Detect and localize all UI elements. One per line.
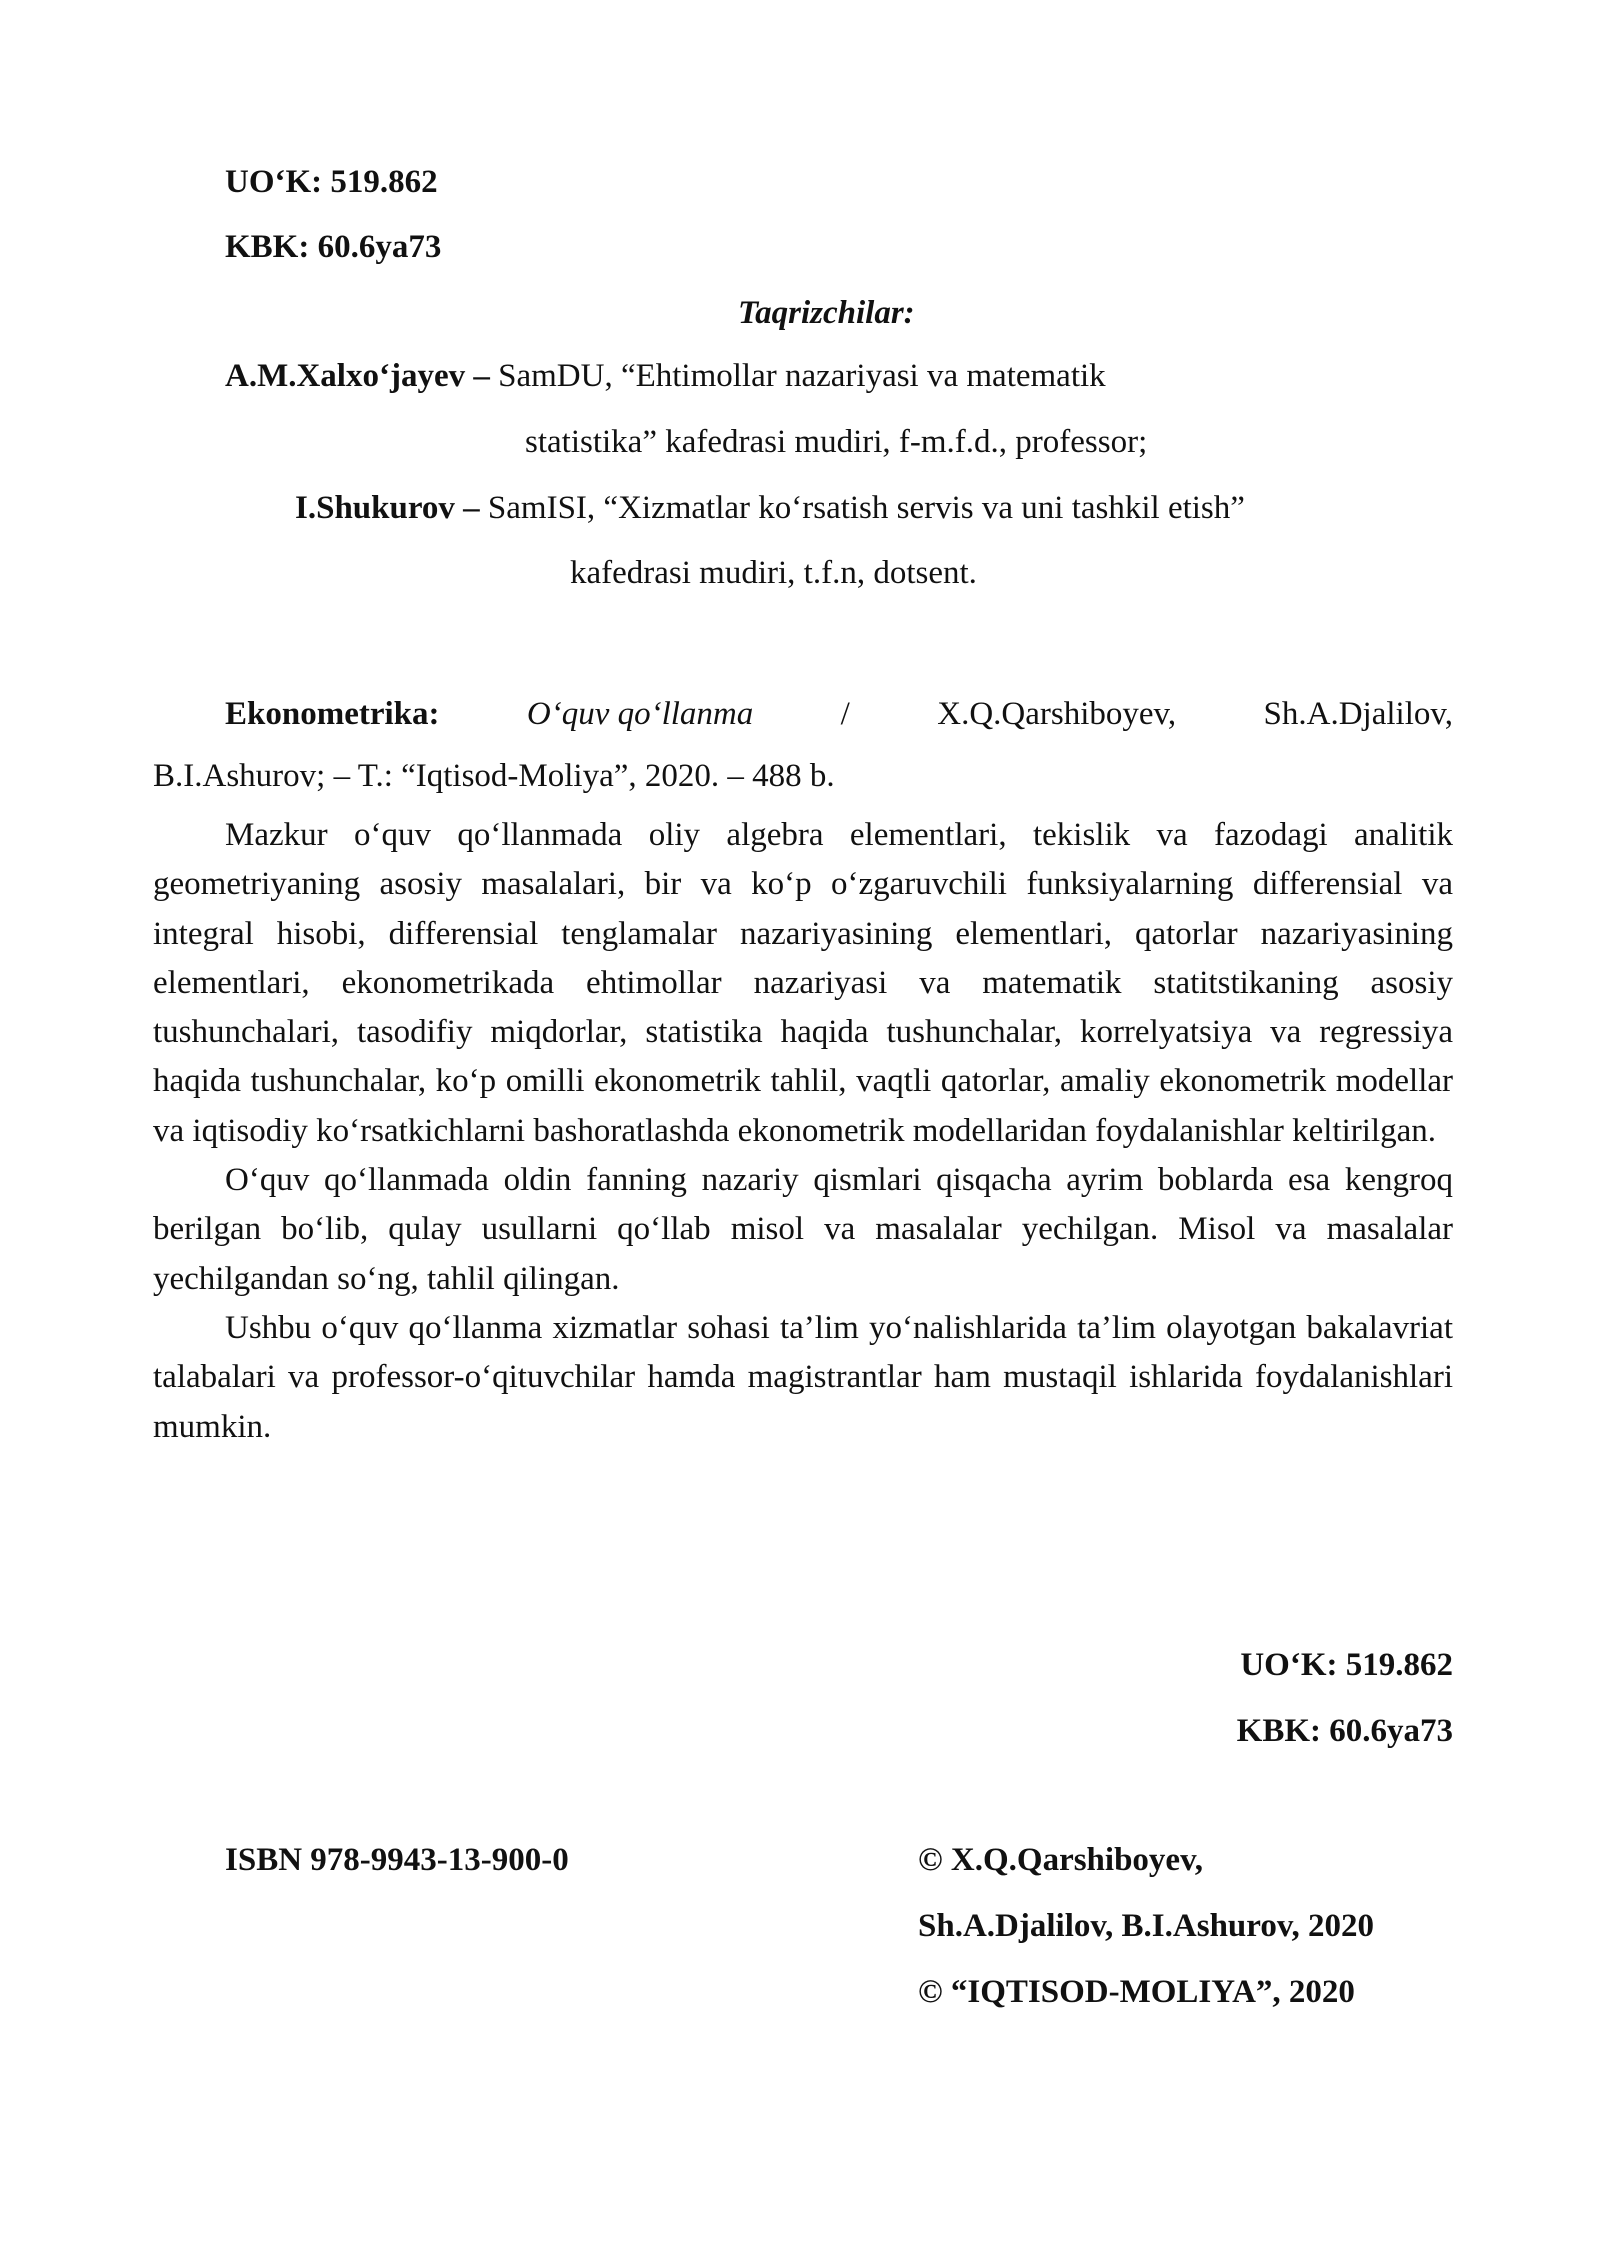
- citation-author-1: X.Q.Qarshiboyev,: [937, 696, 1177, 732]
- citation-type: O‘quv qo‘llanma: [526, 696, 754, 732]
- reviewer-2-line-2: kafedrasi mudiri, t.f.n, dotsent.: [570, 555, 977, 591]
- reviewer-2-affiliation: SamISI, “Xizmatlar ko‘rsatish servis va uni tashkil etish”: [479, 490, 1245, 526]
- reviewer-2-line-1: [295, 488, 1245, 528]
- udk-code-bottom: UO‘K: 519.862: [1240, 1647, 1453, 1683]
- reviewer-2-name: I.Shukurov –: [295, 490, 480, 526]
- reviewer-1-line-2: statistika” kafedrasi mudiri, f-m.f.d., professor;: [525, 424, 1148, 460]
- reviewer-1-line-1: [225, 356, 1106, 396]
- paragraph: Ushbu o‘quv qo‘llanma xizmatlar sohasi ta’lim yo‘nalishlarida ta’lim olayotgan bakalavriat talabalari va professor-o‘qituvchilar hamda magistrantlar ham mustaqil ishlarida foydalanishlari mumkin.: [153, 1309, 1453, 1445]
- bibliographic-citation: [153, 683, 1453, 807]
- annotation-text: [153, 811, 1453, 1452]
- copyright-line-1: © X.Q.Qarshiboyev,: [918, 1842, 1204, 1878]
- reviewer-1-name: A.M.Xalxo‘jayev –: [225, 358, 490, 394]
- copyright-line-3: © “IQTISOD-MOLIYA”, 2020: [918, 1974, 1355, 2010]
- isbn-number: ISBN 978-9943-13-900-0: [225, 1842, 569, 1878]
- citation-second-line: B.I.Ashurov; – T.: “Iqtisod-Moliya”, 2020. – 488 b.: [153, 758, 835, 794]
- paragraph: O‘quv qo‘llanmada oldin fanning nazariy qismlari qisqacha ayrim boblarda esa kengroq berilgan bo‘lib, qulay usullarni qo‘llab misol va masalalar yechilgan. Misol va masalalar yechilgandan so‘ng, tahlil qilingan.: [153, 1162, 1453, 1297]
- reviewer-1-affiliation: SamDU, “Ehtimollar nazariyasi va matematik: [489, 358, 1106, 394]
- citation-separator: /: [840, 696, 850, 732]
- reviewers-title: Taqrizchilar:: [738, 295, 915, 331]
- citation-title: Ekonometrika:: [225, 696, 440, 732]
- copyright-line-2: Sh.A.Djalilov, B.I.Ashurov, 2020: [918, 1908, 1375, 1944]
- paragraph: Mazkur o‘quv qo‘llanmada oliy algebra elementlari, tekislik va fazodagi analitik geometriyaning asosiy masalalari, bir va ko‘p o‘zgaruvchili funksiyalarning differensial va integral hisobi, differensial tenglamalar nazariyasining elementlari, qatorlar nazariyasining elementlari, ekonometrikada ehtimollar nazariyasi va matematik statitstikaning asosiy tushunchalari, tasodifiy miqdorlar, statistika haqida tushunchalar, korrelyatsiya va regressiya haqida tushunchalar, ko‘p omilli ekonometrik tahlil, vaqtli qatorlar, amaliy ekonometrik modellar va iqtisodiy ko‘rsatkichlarni bashoratlashda ekonometrik modellaridan foydalanishlar keltirilgan.: [153, 817, 1453, 1149]
- citation-first-line: [153, 683, 1453, 745]
- citation-author-2: Sh.A.Djalilov,: [1263, 696, 1453, 732]
- kbk-code-bottom: KBK: 60.6ya73: [1236, 1713, 1453, 1749]
- udk-code-top: UO‘K: 519.862: [225, 164, 438, 200]
- kbk-code-top: KBK: 60.6ya73: [225, 229, 442, 265]
